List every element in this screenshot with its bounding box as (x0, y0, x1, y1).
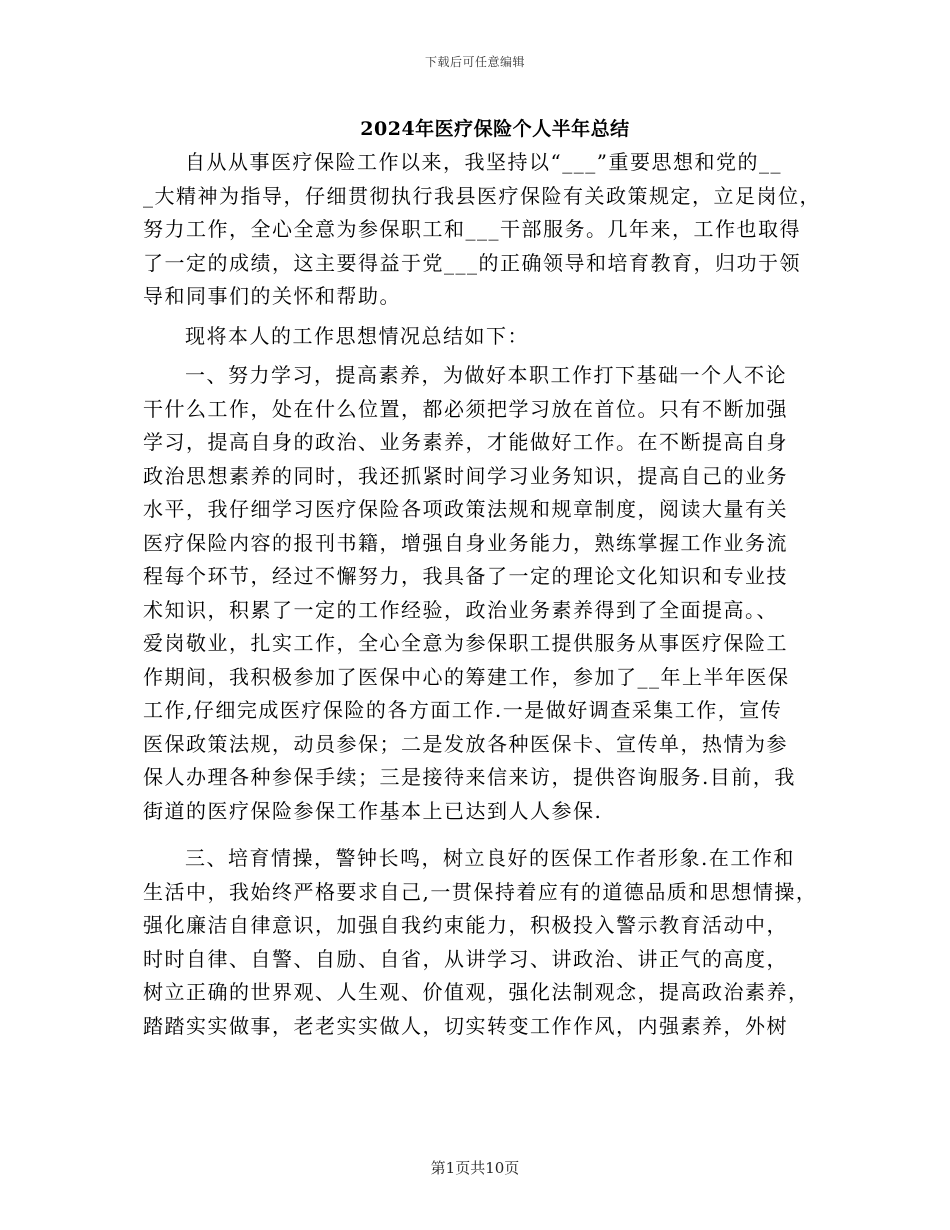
body-line: 努力工作，全心全意为参保职工和___干部服务。几年来，工作也取得 (143, 217, 801, 241)
body-line: 导和同事们的关怀和帮助。 (143, 284, 401, 308)
body-line: 一、努力学习，提高素养，为做好本职工作打下基础一个人不论 (185, 363, 787, 387)
body-line: 水平，我仔细学习医疗保险各项政策法规和规章制度，阅读大量有关 (143, 497, 788, 521)
body-line: 政治思想素养的同时，我还抓紧时间学习业务知识，提高自己的业务 (143, 463, 788, 488)
body-line: 作期间，我积极参加了医保中心的筹建工作，参加了__年上半年医保 (143, 664, 790, 689)
page-footer: 第1页共10页 (430, 1159, 520, 1177)
body-line: _大精神为指导，仔细贯彻执行我县医疗保险有关政策规定，立足岗位， (143, 183, 821, 208)
body-line: 强化廉洁自律意识，加强自我约束能力，积极投入警示教育活动中， (143, 913, 788, 937)
body-line: 爱岗敬业，扎实工作，全心全意为参保职工提供服务从事医疗保险工 (143, 631, 788, 655)
body-line: 时时自律、自警、自励、自省，从讲学习、讲政治、讲正气的高度， (143, 946, 788, 971)
body-line: 医保政策法规，动员参保；二是发放各种医保卡、宣传单，热情为参 (143, 731, 788, 756)
body-line: 医疗保险内容的报刊书籍，增强自身业务能力，熟练掌握工作业务流 (143, 530, 788, 555)
body-line: 程每个环节，经过不懈努力，我具备了一定的理论文化知识和专业技 (143, 564, 788, 588)
body-line: 街道的医疗保险参保工作基本上已达到人人参保. (143, 798, 603, 823)
body-line: 了一定的成绩，这主要得益于党___的正确领导和培育教育，归功于领 (143, 250, 801, 275)
body-line: 学习，提高自身的政治、业务素养，才能做好工作。在不断提高自身 (143, 430, 788, 454)
document-title: 2024年医疗保险个人半年总结 (360, 118, 630, 140)
body-line: 踏踏实实做事，老老实实做人，切实转变工作作风，内强素养，外树 (143, 1013, 788, 1038)
body-line: 生活中，我始终严格要求自己,一贯保持着应有的道德品质和思想情操， (143, 879, 818, 904)
body-line: 保人办理各种参保手续；三是接待来信来访，提供咨询服务.目前，我 (143, 765, 796, 789)
body-line: 术知识，积累了一定的工作经验，政治业务素养得到了全面提高。、 (143, 597, 778, 622)
body-line: 干什么工作，处在什么位置，都必须把学习放在首位。只有不断加强 (143, 396, 788, 421)
body-line: 三、培育情操，警钟长鸣，树立良好的医保工作者形象.在工作和 (185, 846, 795, 870)
body-line: 自从从事医疗保险工作以来，我坚持以“___”重要思想和党的__ (185, 150, 782, 174)
header-note: 下载后可任意编辑 (424, 55, 525, 69)
body-line: 树立正确的世界观、人生观、价值观，强化法制观念，提高政治素养， (143, 980, 810, 1004)
body-line: 工作,仔细完成医疗保险的各方面工作.一是做好调查采集工作，宣传 (143, 698, 783, 722)
body-line: 现将本人的工作思想情况总结如下： (185, 323, 529, 348)
document-body (143, 146, 821, 1043)
